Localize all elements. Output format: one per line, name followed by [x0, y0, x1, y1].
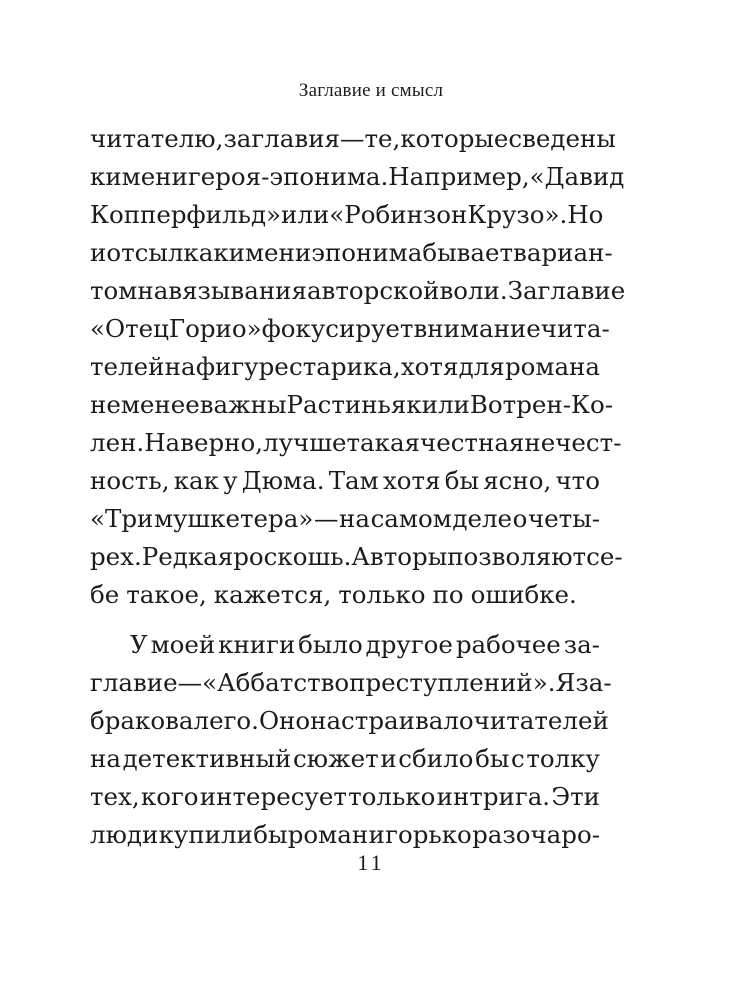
word: —: [340, 124, 365, 153]
word: которые: [400, 124, 509, 153]
word: «Аббатство: [202, 668, 350, 697]
word: такая: [346, 428, 421, 457]
word: на: [339, 504, 370, 533]
word: «Робинзон: [329, 200, 468, 229]
word: Оно: [258, 706, 311, 735]
word: как: [173, 466, 219, 495]
word: для: [458, 352, 505, 381]
word: за-: [575, 668, 612, 697]
word: рех.: [90, 542, 142, 571]
text-line: [90, 348, 600, 386]
word: позволяют: [447, 542, 587, 571]
word: Эти: [551, 782, 600, 811]
word: «Три: [90, 504, 154, 533]
word: и: [90, 238, 107, 267]
text-line: [90, 778, 600, 816]
word: «Отец: [90, 314, 169, 343]
word: или: [421, 390, 470, 419]
word: Заглавие: [507, 276, 626, 305]
word: сведены: [508, 124, 616, 153]
word: главие: [90, 668, 178, 697]
word: имени: [105, 162, 188, 191]
word: кого: [140, 782, 199, 811]
word: хотя: [400, 352, 459, 381]
word: тех,: [90, 782, 140, 811]
word: Но: [567, 200, 604, 229]
word: не: [90, 390, 121, 419]
word: внимание: [413, 314, 541, 343]
word: и: [380, 744, 397, 773]
word: его.: [209, 706, 259, 735]
word: честная: [420, 428, 525, 457]
word: бывает: [422, 238, 514, 267]
word: роман: [287, 820, 369, 849]
word: се-: [586, 542, 623, 571]
word: интрига.: [436, 782, 551, 811]
word: детективный: [122, 744, 292, 773]
word: по: [432, 580, 464, 609]
word: только: [338, 580, 426, 609]
word: Там: [328, 466, 379, 495]
word: горько: [385, 820, 472, 849]
word: или: [281, 200, 330, 229]
word: за-: [563, 630, 600, 659]
text-line: [90, 538, 623, 576]
word: только: [348, 782, 436, 811]
word: Редкая: [141, 542, 234, 571]
word: У: [130, 630, 148, 659]
word: чита-: [540, 314, 610, 343]
word: бы: [253, 820, 288, 849]
text-line: [90, 158, 625, 196]
word: моей: [150, 630, 216, 659]
word: настраивало: [310, 706, 474, 735]
word: сбило: [398, 744, 474, 773]
text-line: [90, 424, 622, 462]
word: Копперфильд»: [90, 200, 282, 229]
word: навязывания: [137, 276, 307, 305]
text-line: [90, 120, 616, 158]
word: было: [298, 630, 363, 659]
word: читателю,: [90, 124, 224, 153]
word: кажется,: [213, 580, 332, 609]
word: Горио»: [168, 314, 262, 343]
word: Вотрен-Ко-: [469, 390, 613, 419]
word: такое,: [126, 580, 207, 609]
word: Дюма.: [241, 466, 325, 495]
word: вариан-: [513, 238, 613, 267]
word: толку: [526, 744, 600, 773]
word: что: [555, 466, 600, 495]
text-line: [90, 310, 610, 348]
word: читателей: [473, 706, 609, 735]
paragraph-end-line: [90, 576, 600, 614]
word: мушкетера»: [153, 504, 314, 533]
word: сюжет: [293, 744, 379, 773]
word: четы-: [527, 504, 600, 533]
word: фокусирует: [261, 314, 414, 343]
body-text: [90, 120, 626, 854]
word: Растиньяк: [286, 390, 422, 419]
word: ясно,: [483, 466, 552, 495]
word: на: [90, 744, 121, 773]
word: фигуре: [195, 352, 289, 381]
word: романа: [504, 352, 600, 381]
word: героя-эпонима.: [187, 162, 389, 191]
word: ошибке.: [470, 580, 577, 609]
word: у: [223, 466, 238, 495]
page-number: 11: [357, 850, 385, 875]
word: хотя: [382, 466, 441, 495]
word: и: [368, 820, 385, 849]
word: разочаро-: [472, 820, 600, 849]
word: бы: [475, 744, 510, 773]
word: отсылка: [106, 238, 214, 267]
word: Я: [555, 668, 576, 697]
text-line: [90, 500, 600, 538]
text-line: [90, 234, 613, 272]
text-line: [90, 272, 626, 310]
text-line: [90, 702, 609, 740]
word: Наверно,: [144, 428, 264, 457]
word: деле: [452, 504, 513, 533]
word: рабочее: [455, 630, 561, 659]
word: Крузо».: [467, 200, 568, 229]
text-line: [90, 386, 613, 424]
running-title: Заглавие и смысл: [298, 80, 444, 101]
text-line: [90, 816, 600, 854]
paragraph-start-line: [90, 626, 600, 664]
word: бы: [444, 466, 479, 495]
word: самом: [370, 504, 452, 533]
word: «Давид: [529, 162, 625, 191]
word: о: [512, 504, 528, 533]
word: Например,: [388, 162, 530, 191]
word: на: [164, 352, 196, 381]
text-line: [90, 196, 604, 234]
text-line: [90, 462, 600, 500]
word: преступлений».: [349, 668, 556, 697]
word: книги: [218, 630, 296, 659]
word: к: [90, 162, 106, 191]
text-line: [90, 664, 612, 702]
word: имени: [228, 238, 312, 267]
word: люди: [90, 820, 159, 849]
word: том: [90, 276, 138, 305]
word: —: [313, 504, 339, 533]
word: эпонима: [311, 238, 423, 267]
word: телей: [90, 352, 165, 381]
word: авторской: [306, 276, 440, 305]
word: заглавия: [223, 124, 340, 153]
word: браковал: [90, 706, 210, 735]
text-line: [90, 740, 600, 778]
word: роскошь.: [233, 542, 352, 571]
word: бе: [90, 580, 120, 609]
word: старика,: [289, 352, 401, 381]
word: менее: [120, 390, 200, 419]
word: другое: [365, 630, 453, 659]
word: лучше: [263, 428, 347, 457]
word: нечест-: [524, 428, 622, 457]
word: ность,: [90, 466, 170, 495]
word: —: [177, 668, 203, 697]
word: с: [510, 744, 525, 773]
word: к: [213, 238, 229, 267]
word: воли.: [439, 276, 508, 305]
word: купили: [158, 820, 253, 849]
word: важны: [199, 390, 287, 419]
word: Авторы: [351, 542, 448, 571]
word: интересует: [199, 782, 347, 811]
word: те,: [364, 124, 401, 153]
word: лен.: [90, 428, 145, 457]
